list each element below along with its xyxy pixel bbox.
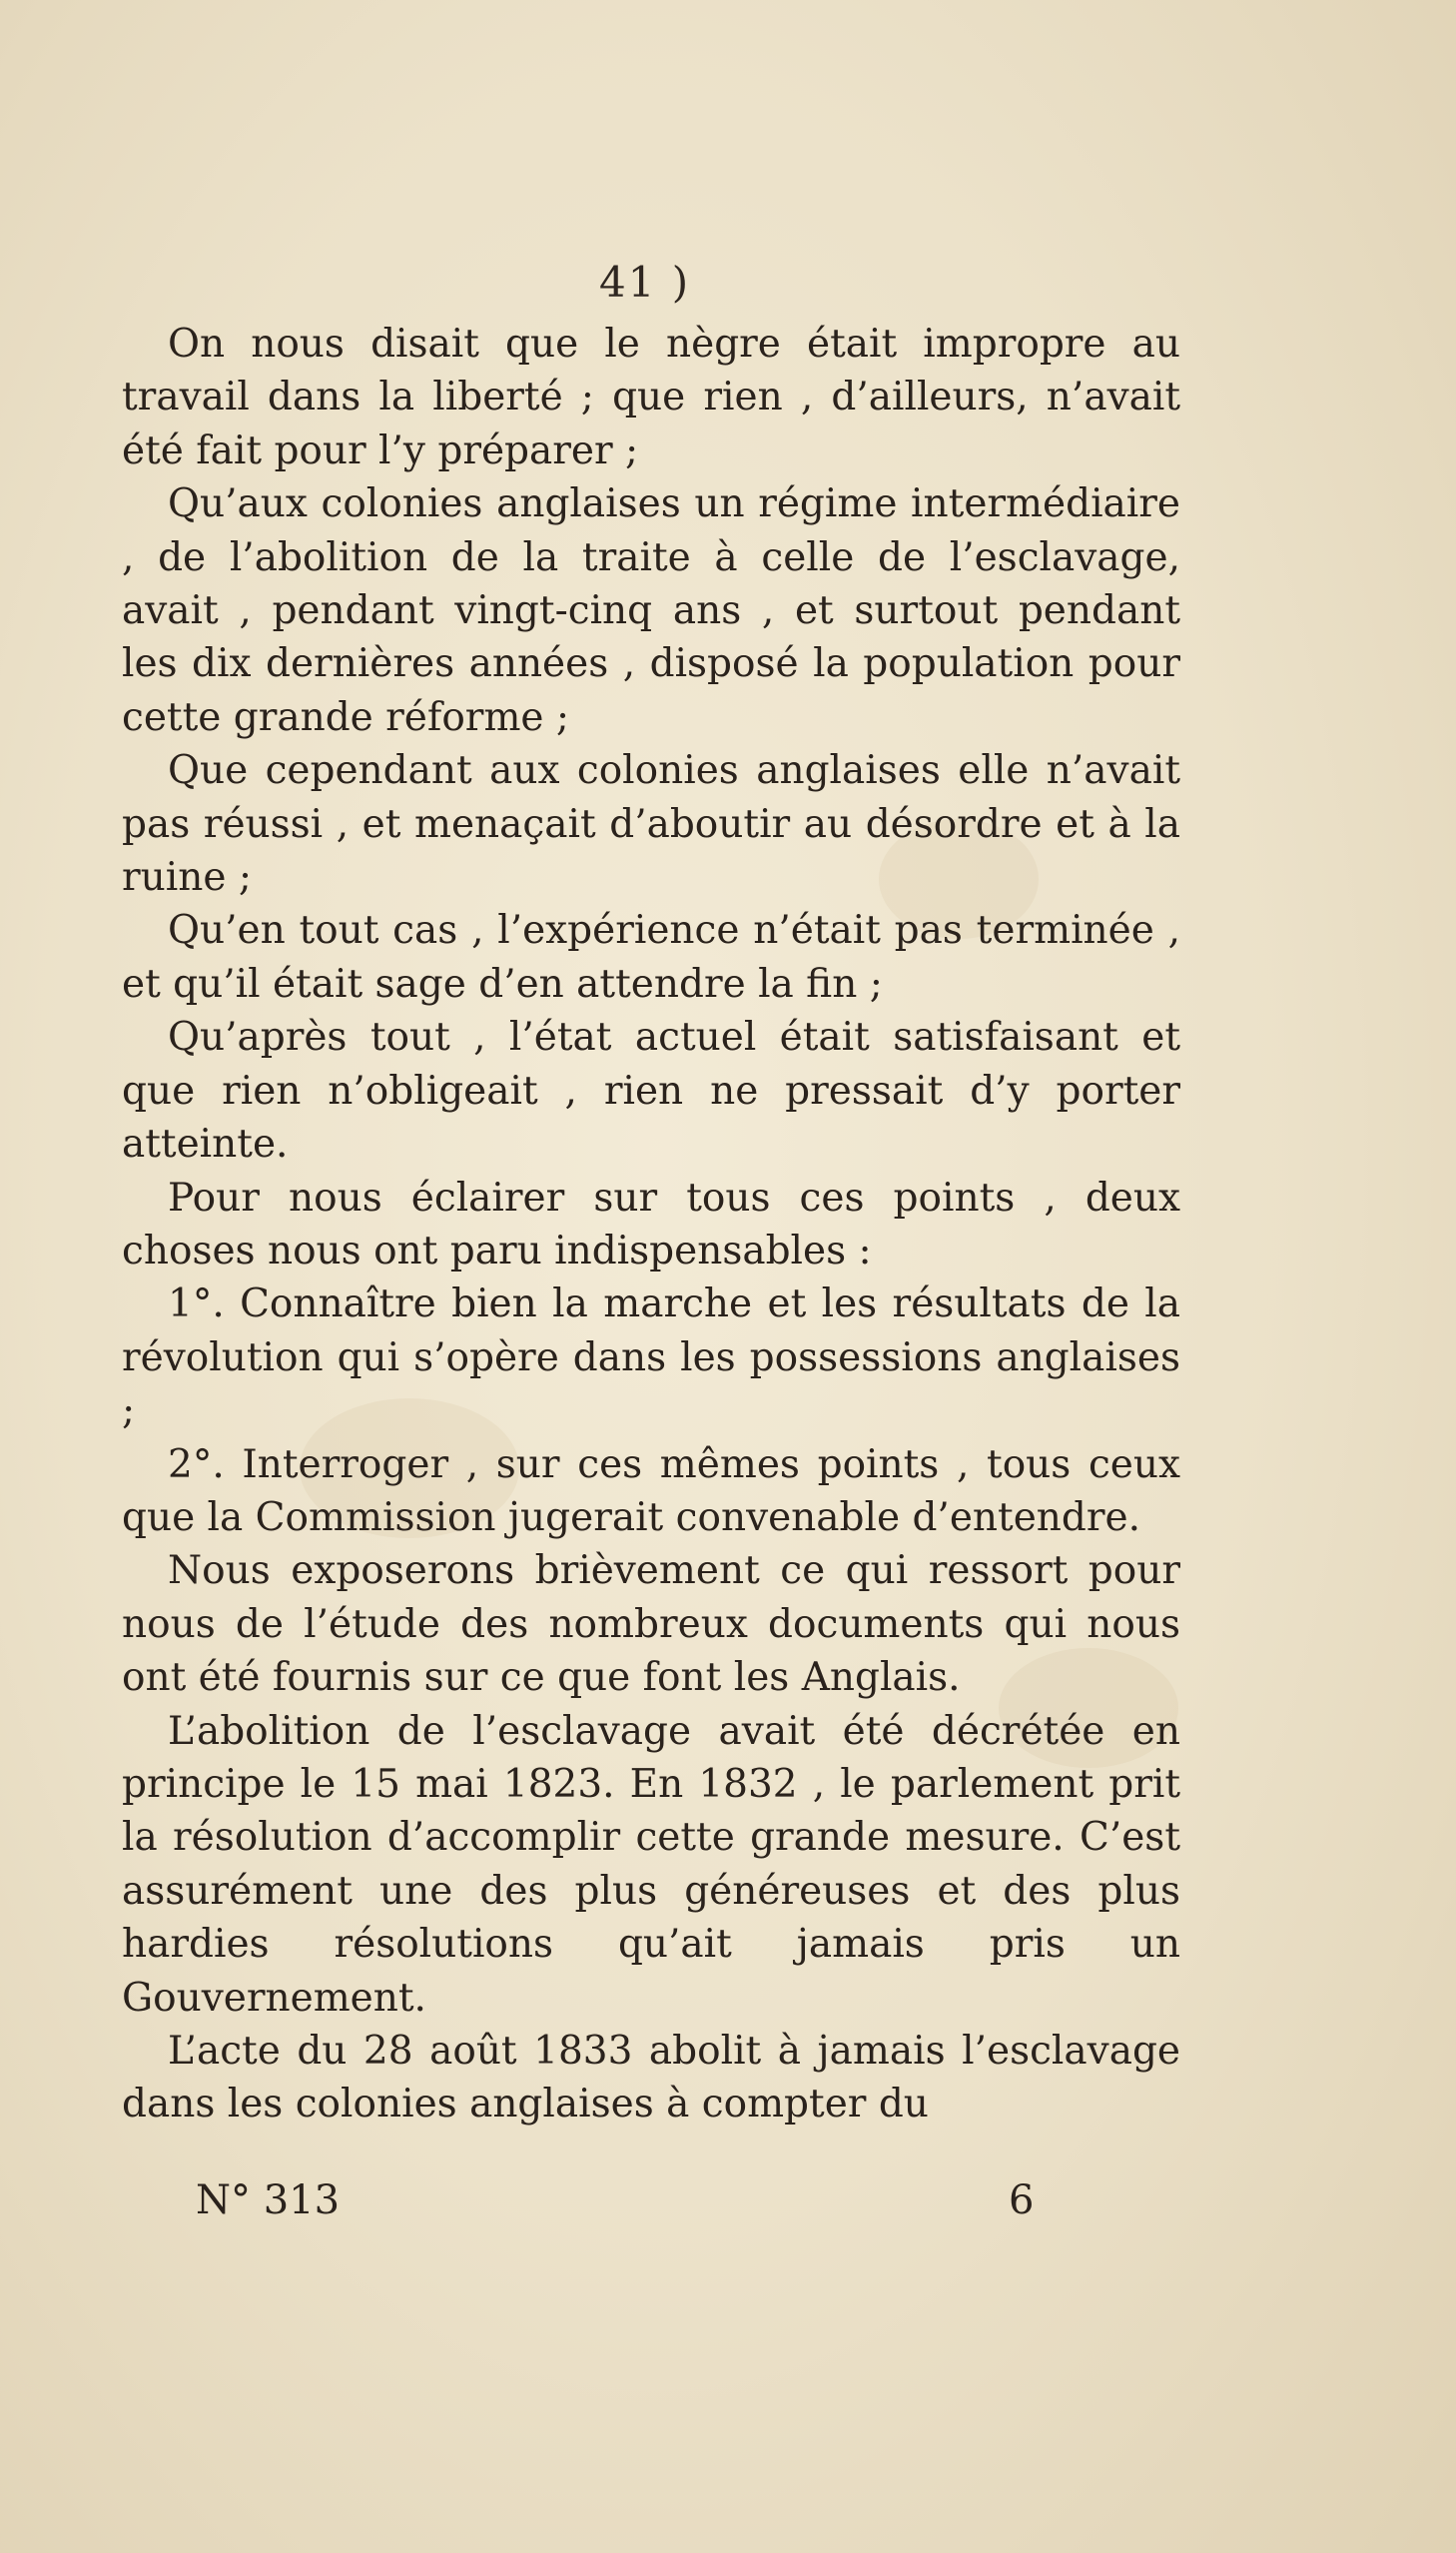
paragraph: L’abolition de l’esclavage avait été décrétée en principe le 15 mai 1823. En 1832 , le parlement prit la résolution d’accomplir cette grande mesure. C’est assurément une des plus généreuses et des plus hardies résolutions qu’ait jamais pris un Gouvernement.	[122, 1708, 1180, 2021]
paragraph: On nous disait que le nègre était impropre au travail dans la liberté ; que rien , d’ailleurs, n’avait été fait pour l’y préparer ;	[122, 322, 1180, 473]
signature-mark: N° 313	[196, 2177, 341, 2223]
paragraph: 2°. Interroger , sur ces mêmes points , tous ceux que la Commission jugerait convenable d’entendre.	[122, 1441, 1180, 1540]
paragraph: Nous exposerons brièvement ce qui ressort pour nous de l’étude des nombreux documents qui nous ont été fournis sur ce que font les Anglais.	[122, 1548, 1180, 1701]
paragraph: L’acte du 28 août 1833 abolit à jamais l’esclavage dans les colonies anglaises à compter du	[122, 2029, 1180, 2128]
page-footer	[122, 2177, 1180, 2233]
paragraph: Pour nous éclairer sur tous ces points , deux choses nous ont paru indispensables :	[122, 1175, 1180, 1274]
paragraph: Qu’aux colonies anglaises un régime intermédiaire , de l’abolition de la traite à celle de l’esclavage, avait , pendant vingt-cinq ans , et surtout pendant les dix dernières années , disposé la population pour cette grande réforme ;	[122, 481, 1180, 740]
paragraph: 1°. Connaître bien la marche et les résultats de la révolution qui s’opère dans les possessions anglaises ;	[122, 1281, 1180, 1434]
page-number: 41 )	[599, 258, 691, 307]
paragraph: Qu’en tout cas , l’expérience n’était pas terminée , et qu’il était sage d’en attendre la fin ;	[122, 908, 1180, 1007]
paragraph: Qu’après tout , l’état actuel était satisfaisant et que rien n’obligeait , rien ne pressait d’y porter atteinte.	[122, 1015, 1180, 1168]
sheet-mark: 6	[1009, 2177, 1035, 2223]
body-text	[122, 318, 1180, 2131]
paragraph: Que cependant aux colonies anglaises elle n’avait pas réussi , et menaçait d’aboutir au désordre et à la ruine ;	[122, 748, 1180, 901]
